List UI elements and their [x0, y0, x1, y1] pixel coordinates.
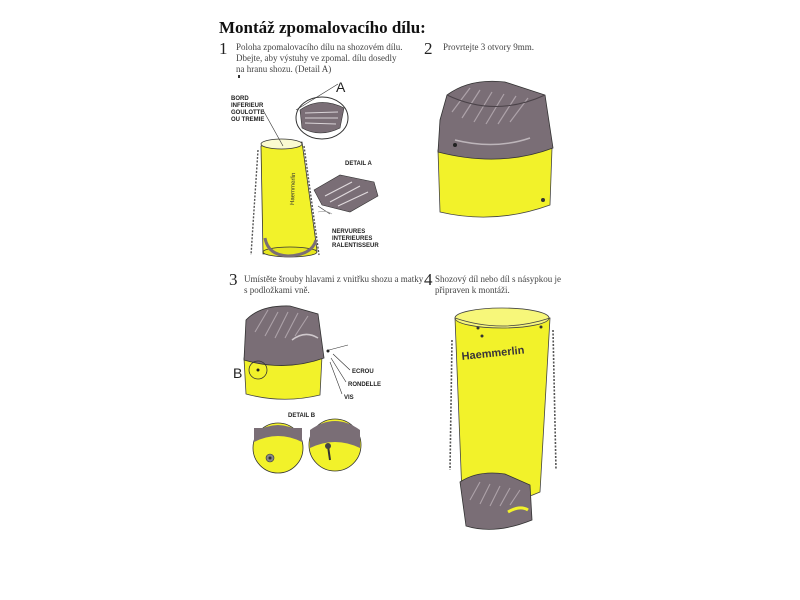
bord-label-line-4: OU TREMIE	[231, 117, 265, 123]
step-2-line-1: Provrtejte 3 otvory 9mm.	[443, 42, 534, 52]
bord-label-line-3: GOULOTTE	[231, 110, 265, 116]
bord-label-line-2: INFERIEUR	[231, 103, 264, 109]
step-3-line-1: Umístěte šrouby hlavami z vnitřku shozu a matky	[244, 274, 424, 284]
nervures-line-2: INTERIEURES	[332, 236, 373, 242]
step-1-line-1: Poloha zpomalovacího dílu na shozovém dílu.	[236, 42, 403, 52]
chain-right-4	[553, 330, 556, 470]
step-2-number: 2	[424, 39, 433, 58]
hole-4b	[481, 335, 484, 338]
step-3-number: 3	[229, 270, 238, 289]
decelerator-4	[460, 473, 532, 529]
detail-b-label: DETAIL B	[288, 413, 316, 419]
bord-label-line-1: BORD	[231, 96, 249, 102]
step-4-line-2: připraven k montáži.	[435, 285, 510, 295]
step-1-line-2: Dbejte, aby výstuhy ve zpomal. dílu dosedly	[236, 53, 397, 63]
nervures-line-3: RALENTISSEUR	[332, 243, 379, 249]
step-1-number: 1	[219, 39, 228, 58]
brand-text-1: Haemmerlin	[290, 172, 298, 206]
detail-a-label: DETAIL A	[345, 161, 372, 167]
step-4-line-1: Shozový díl nebo díl s násypkou je	[435, 274, 561, 284]
detail-b-letter: B	[233, 365, 243, 381]
step-3-line-2: s podložkami vně.	[244, 285, 310, 295]
page-title: Montáž zpomalovacího dílu:	[219, 18, 426, 37]
step-1-line-3: na hranu shozu. (Detail A)	[236, 64, 332, 74]
nervures-line-1: NERVURES	[332, 229, 366, 235]
detail-a-letter: A	[336, 79, 346, 95]
step-4-number: 4	[424, 270, 433, 289]
rondelle-label: RONDELLE	[348, 382, 381, 388]
chain-left-4	[450, 340, 452, 470]
hole-4a	[477, 327, 480, 330]
chute-top-rim-4	[455, 308, 549, 328]
vis-label: VIS	[344, 395, 354, 401]
ecrou-label: ECROU	[352, 369, 374, 375]
hole-4c	[540, 326, 543, 329]
brand-text-4: Haemmerlin	[461, 344, 525, 363]
